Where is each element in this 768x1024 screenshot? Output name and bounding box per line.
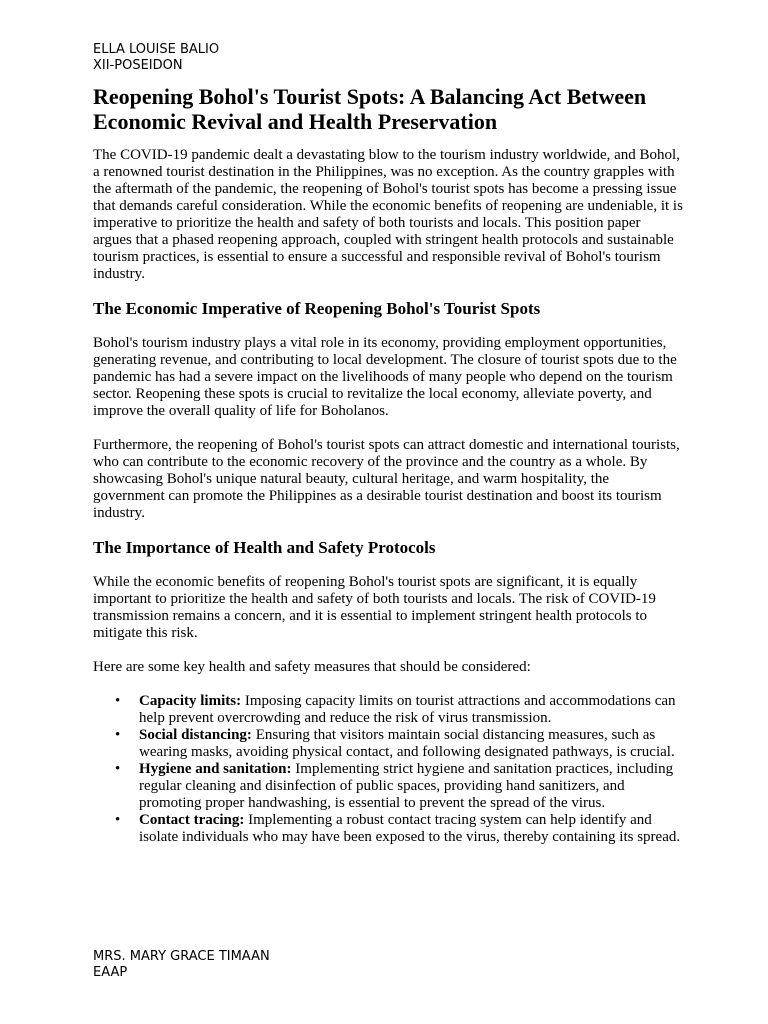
- section-heading-health: The Importance of Health and Safety Protocols: [93, 538, 436, 557]
- author-section: XII-POSEIDON: [93, 58, 183, 73]
- list-item-text: Ensuring that visitors maintain social distancing measures, such as wearing masks, avoiding physical contact, and following designated pathways, is crucial.: [139, 727, 675, 760]
- list-item: [139, 812, 683, 846]
- list-item-text: Implementing a robust contact tracing system can help identify and isolate individuals who may have been exposed to the virus, thereby containing its spread.: [139, 812, 681, 845]
- list-item: [139, 727, 683, 761]
- list-item-term: Capacity limits:: [139, 693, 242, 709]
- health-paragraph-1: While the economic benefits of reopening Bohol's tourist spots are significant, it is equally important to prioritize the health and safety of both tourists and locals. The risk of COVID-19 transmission remains a concern, and it is essential to implement stringent health protocols to mitigate this risk.: [93, 574, 656, 641]
- intro-paragraph: The COVID-19 pandemic dealt a devastating blow to the tourism industry worldwide, and Bohol, a renowned tourist destination in the Philippines, was no exception. As the country grapples with the aftermath of the pandemic, the reopening of Bohol's tourist spots has become a pressing issue that demands careful consideration. While the economic benefits of reopening are undeniable, it is imperative to prioritize the health and safety of both tourists and locals. This position paper argues that a phased reopening approach, coupled with stringent health protocols and sustainable tourism practices, is essential to ensure a successful and responsible revival of Bohol's tourism industry.: [93, 147, 683, 282]
- teacher-name: MRS. MARY GRACE TIMAAN: [93, 949, 270, 964]
- list-item: [139, 761, 683, 812]
- list-item-term: Contact tracing:: [139, 812, 245, 828]
- document-page: [93, 42, 683, 846]
- author-name: ELLA LOUISE BALIO: [93, 42, 220, 57]
- health-paragraph-2: Here are some key health and safety measures that should be considered:: [93, 659, 531, 675]
- document-footer: [93, 949, 270, 981]
- document-title: Reopening Bohol's Tourist Spots: A Balancing Act Between Economic Revival and Health Preservation: [93, 84, 647, 134]
- subject-name: EAAP: [93, 965, 128, 980]
- economic-paragraph-1: Bohol's tourism industry plays a vital role in its economy, providing employment opportunities, generating revenue, and contributing to local development. The closure of tourist spots due to the pandemic has had a severe impact on the livelihoods of many people who depend on the tourism sector. Reopening these spots is crucial to revitalize the local economy, alleviate poverty, and improve the overall quality of life for Boholanos.: [93, 335, 677, 419]
- list-item-term: Social distancing:: [139, 727, 252, 743]
- list-item-term: Hygiene and sanitation:: [139, 761, 292, 777]
- section-heading-economic: The Economic Imperative of Reopening Bohol's Tourist Spots: [93, 299, 541, 318]
- health-measures-list: [93, 693, 683, 846]
- economic-paragraph-2: Furthermore, the reopening of Bohol's tourist spots can attract domestic and international tourists, who can contribute to the economic recovery of the province and the country as a whole. By showcasing Bohol's unique natural beauty, cultural heritage, and warm hospitality, the government can promote the Philippines as a desirable tourist destination and boost its tourism industry.: [93, 437, 680, 521]
- list-item-text: Imposing capacity limits on tourist attractions and accommodations can help prevent overcrowding and reduce the risk of virus transmission.: [139, 693, 676, 726]
- list-item: [139, 693, 683, 727]
- list-item-text: Implementing strict hygiene and sanitation practices, including regular cleaning and disinfection of public spaces, providing hand sanitizers, and promoting proper handwashing, is essential to prevent the spread of the virus.: [139, 761, 674, 811]
